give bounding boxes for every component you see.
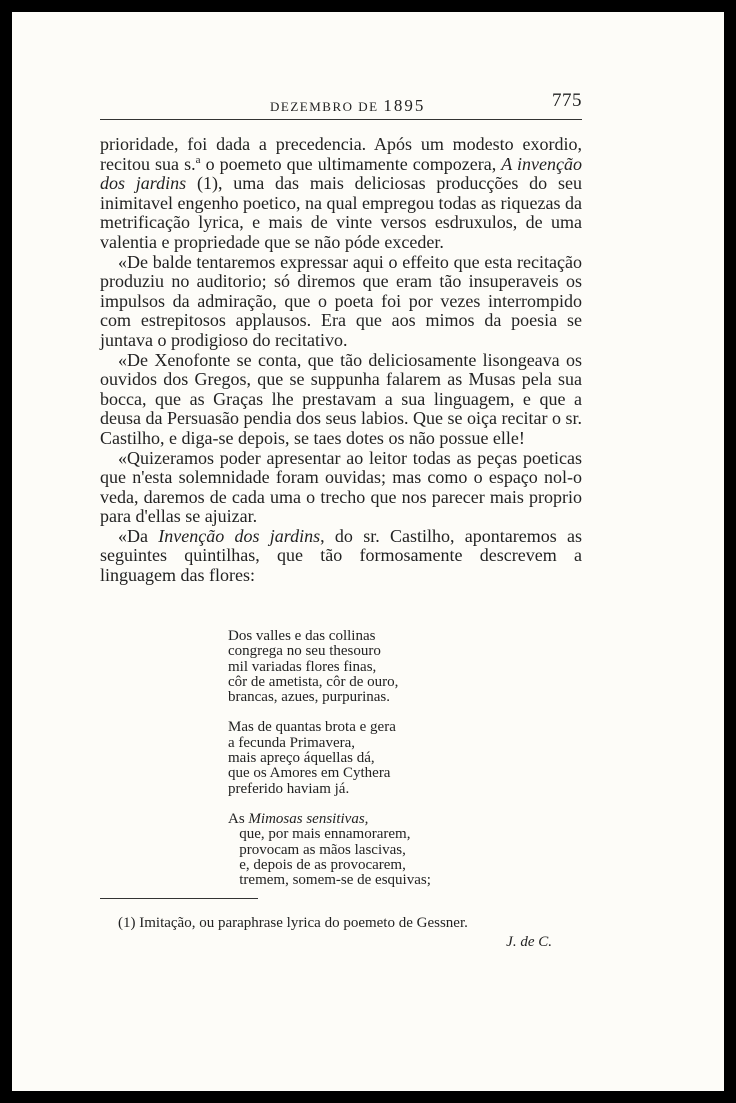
verse-block	[228, 629, 431, 903]
body-text	[100, 135, 582, 586]
verse-line: Dos valles e das collinas	[228, 628, 376, 644]
paragraph: «Quizeramos poder apresentar ao leitor todas as peças poeticas que n'esta solemnidade foram ouvidas; mas como o espaço nol-o veda, daremos de cada uma o trecho que nos parecer mais proprio para d'ellas se ajuizar.	[100, 447, 582, 527]
stanza	[228, 629, 431, 705]
paragraph: «De balde tentaremos expressar aqui o effeito que esta recitação produziu no auditorio; só diremos que eram tão insuperaveis os impulsos da admiração, que o poeta foi por vezes interrompido com estrepitosos applausos. Era que aos mimos da poesia se juntava o prodigioso do recitativo.	[100, 251, 582, 350]
verse-line: côr de ametista, côr de ouro,	[228, 673, 399, 690]
verse-line: que os Amores em Cythera	[228, 765, 391, 782]
verse-line: que, por mais ennamorarem,	[228, 826, 411, 843]
verse-line: mil variadas flores finas,	[228, 658, 377, 675]
running-header	[100, 88, 582, 114]
page	[12, 12, 724, 1091]
footnote-signature: J. de C.	[506, 934, 552, 950]
verse-line: congrega no seu thesouro	[228, 643, 381, 660]
paragraph: «De Xenofonte se conta, que tão deliciosamente lisongeava os ouvidos dos Gregos, que se suppunha falarem as Musas pela sua bocca, que as Graças lhe prestavam a sua linguagem, e que a deusa da Persuasão pendia dos seus labios. Que se oiça recitar o sr. Castilho, e diga-se depois, se taes dotes os não possue elle!	[100, 349, 582, 448]
verse-line: Mas de quantas brota e gera	[228, 719, 396, 736]
verse-line: provocam as mãos lascivas,	[228, 841, 406, 858]
footnote-rule	[100, 898, 258, 899]
footnote: (1) Imitação, ou paraphrase lyrica do poemeto de Gessner.	[118, 915, 468, 931]
paragraph: prioridade, foi dada a precedencia. Após um modesto exordio, recitou sua s.$^a$ o poemeto que ultimamente compozera, A invenção dos jardins (1), uma das mais deliciosas producções do seu inimitavel engenho poetico, na qual empregou todas as riquezas da metrificação lyrica, e mais de vinte versos esdruxulos, de uma valentia e propriedade que se não póde exceder.	[100, 134, 582, 252]
stanza	[228, 720, 431, 796]
verse-line: preferido haviam já.	[228, 780, 350, 797]
stanza	[228, 812, 431, 888]
page-number: 775	[552, 90, 582, 111]
header-date: DEZEMBRO DE 1895	[270, 96, 426, 115]
verse-line: As Mimosas sensitivas,	[228, 810, 369, 827]
verse-line: a fecunda Primavera,	[228, 734, 356, 751]
verse-line: brancas, azues, purpurinas.	[228, 689, 391, 706]
paragraph: «Da Invenção dos jardins, do sr. Castilho, apontaremos as seguintes quintilhas, que tão formosamente descrevem a linguagem das flores:	[100, 525, 582, 586]
verse-line: tremem, somem-se de esquivas;	[228, 872, 431, 889]
verse-line: e, depois de as provocarem,	[228, 856, 406, 873]
header-rule	[100, 119, 582, 120]
verse-line: mais apreço áquellas dá,	[228, 750, 375, 767]
